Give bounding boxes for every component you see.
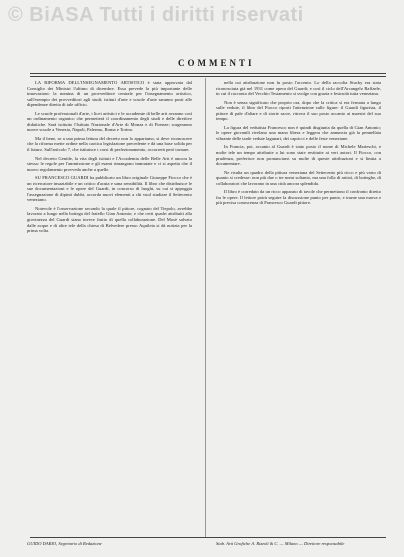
header-rule-top <box>30 73 386 74</box>
left-column <box>27 80 192 237</box>
left-paragraph: Nel decreto Gentile, la vita degli istituti e l'Accademia delle Belle Arti è ancora la stessa: le regole per l'ammissione e gli esami rimangono immutate e ci si aspetta che il nuovo regolamento provveda anche a quelle. <box>27 155 192 172</box>
right-paragraph: La figura del vedutista Francesco non è quindi disgiunta da quella di Gian Antonio; le opere giovanili rivelano una mano libera e leggera che annuncia già la pennellata vibrante delle tarde vedute lagunari, dei capricci e delle feste veneziane. <box>216 124 381 141</box>
right-paragraph: Il libro è corredato da un ricco apparato di tavole che permettono il confronto diretto fra le opere. Il lettore potrà seguire la discussione punto per punto, e trarne una nuova e più precisa conoscenza di Francesco Guardi pittore. <box>216 189 381 206</box>
left-paragraph: Notevole è l'osservazione secondo la quale il pittore, cognato del Tiepolo, avrebbe lavorato a lungo nella bottega del fratello Gian Antonio; e che certi quadri attribuiti alla giovinezza del Guardi siano invece frutto di quella collaborazione. Del Mosè salvato dalle acque e di altre tele della chiesa di Belvedere presso Aquileia si dà notizia per la prima volta. <box>27 205 192 234</box>
footer-rule <box>30 537 386 538</box>
footer-editor-credit: GUIDO DARIO, Segretario di Redazione <box>27 541 102 546</box>
header-rule-bottom <box>30 76 386 77</box>
section-header: COMMENTI <box>178 58 255 68</box>
right-column <box>216 80 381 209</box>
left-paragraph: Le scuole professionali d'arte, i licei artistici e le accademie di belle arti avranno così un ordinamento organico che permetterà il coordinamento degli studi e delle direttive didattiche. Sarà istituito l'Istituto Nazionale d'Arte di Monza e di Firenze; sorgeranno nuove scuole a Venezia, Napoli, Palermo, Roma e Torino. <box>27 110 192 133</box>
watermark: © BiASA Tutti i diritti riservati <box>8 4 304 26</box>
right-paragraph: Non è senza significato che proprio ora, dopo che la critica si era fermata a lungo sulle vedute, il libro del Fiocco riporti l'attenzione sulle figure: il Guardi figurista, il pittore di pale d'altare e di storie sacre, ritrova il suo posto accanto ai maestri del suo tempo. <box>216 99 381 122</box>
left-paragraph: Ma il bene, se a una prima lettura del decreto non lo appariamo, si deve riconoscere che la riforma mette ordine nella caotica legislazione precedente e dà una base solida per il futuro. Sull'articolo 7, che istituisce i corsi di perfezionamento, occorrerà però tornare. <box>27 135 192 153</box>
right-paragraph: Ne risulta un quadro della pittura veneziana del Settecento più ricco e più vario di quanto si credesse: non più due o tre nomi soltanto, ma una folla di artisti, di botteghe, di collaboratori che lavorano in una città ancora splendida. <box>216 169 381 186</box>
footer-printer-credit: Stab. Arti Grafiche A. Rizzoli & C. — Milano — Direttore responsabile <box>216 541 345 546</box>
right-paragraph: nella cui attribuzione non fu posto l'accento. Lo della raccolta Stucky era stata riconosciuta già nel 1931 come opera del Guardi; e così il ciclo dell'Arcangelo Raffaele, in cui il racconto del Vecchio Testamento si svolge con grazia e festosità tutta veneziana. <box>216 80 381 97</box>
right-paragraph: In Francia, poi, accanto al Guardi è stato posto il nome di Michele Marieschi, e molte tele un tempo attribuite a lui sono state restituite ai veri autori. Il Fiocco, con prudenza, preferisce non pronunciarsi su molte di queste attribuzioni e si limita a documentare. <box>216 144 381 167</box>
left-paragraph: SU FRANCESCO GUARDI ha pubblicato un libro originale Giuseppe Fiocco che è un ricercatore insaziabile e un critico d'acuta e sana sensibilità. Il libro che distribuisce le sue documentazioni e le opere del Guardi, in concorso di luoghi, su cui si appoggia l'assegnazione di dipinti dubbi, accorda nuovi elementi a chi vuol studiare il Settecento veneziano. <box>27 175 192 203</box>
column-separator <box>205 78 206 538</box>
left-paragraph: LA RIFORMA DELL'INSEGNAMENTO ARTISTICO è stata approvata dal Consiglio dei Ministri l'ultimo di dicembre. Essa prevede la più importante delle innovazioni: la nomina di un provveditore centrale per l'insegnamento artistico, sull'esempio dei provveditori agli studi; istituti d'arte e scuole d'arte saranno posti alle dipendenze diretta di tale ufficio. <box>27 80 192 108</box>
